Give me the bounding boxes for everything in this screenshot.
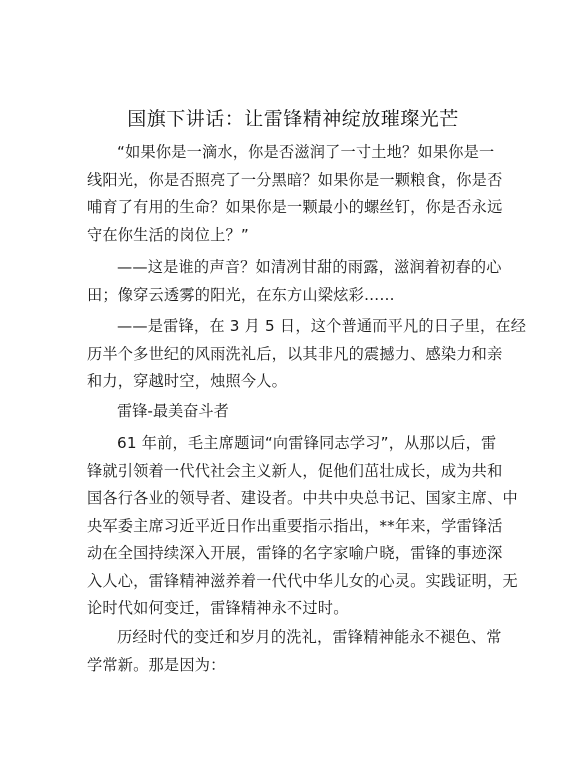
paragraph-reason bbox=[87, 624, 507, 679]
paragraph-line: ——这是谁的声音？如清冽甘甜的雨露，滋润着初春的心 bbox=[117, 258, 502, 276]
paragraph-line: 线阳光，你是否照亮了一分黑暗？如果你是一颗粮食，你是否 bbox=[87, 170, 503, 189]
paragraph-line: 哺育了有用的生命？如果你是一颗最小的螺丝钉，你是否永远 bbox=[87, 198, 503, 216]
section-heading: 雷锋-最美奋斗者 bbox=[117, 402, 229, 420]
paragraph-leifeng bbox=[87, 313, 527, 396]
paragraph-line: 61 年前，毛主席题词“向雷锋同志学习”，从那以后，雷 bbox=[117, 434, 497, 452]
paragraph-line: 历经时代的变迁和岁月的洗礼，雷锋精神能永不褪色、常 bbox=[117, 628, 502, 646]
paragraph-line: 央军委主席习近平近日作出重要指示指出，**年来，学雷锋活 bbox=[87, 516, 503, 535]
paragraph-line: 论时代如何变迁，雷锋精神永不过时。 bbox=[87, 599, 349, 617]
paragraph-line: 田；像穿云透雾的阳光，在东方山梁炫彩…… bbox=[87, 285, 395, 304]
paragraph-line: 历半个多世纪的风雨洗礼后，以其非凡的震撼力、感染力和亲 bbox=[87, 344, 503, 363]
paragraph-line: ——是雷锋，在 3 月 5 日，这个普通而平凡的日子里，在经 bbox=[117, 317, 527, 335]
paragraph-line: 国各行各业的领导者、建设者。中共中央总书记、国家主席、中 bbox=[87, 489, 518, 507]
paragraph-line: 锋就引领着一代代社会主义新人，促他们茁壮成长，成为共和 bbox=[87, 461, 503, 480]
paragraph-line: 动在全国持续深入开展，雷锋的名字家喻户晓，雷锋的事迹深 bbox=[87, 544, 503, 562]
paragraph-voice bbox=[87, 254, 507, 309]
paragraph-line: 守在你生活的岗位上？” bbox=[87, 225, 249, 244]
paragraph-history bbox=[87, 430, 518, 623]
paragraph-line: “如果你是一滴水，你是否滋润了一寸土地？如果你是一 bbox=[117, 143, 495, 161]
paragraph-quote bbox=[87, 139, 507, 249]
paragraph-line: 和力，穿越时空，烛照今人。 bbox=[87, 372, 288, 390]
paragraph-line: 入人心，雷锋精神滋养着一代代中华儿女的心灵。实践证明，无 bbox=[87, 571, 518, 590]
paragraph-line: 学常新。那是因为： bbox=[87, 655, 226, 674]
page-title: 国旗下讲话：让雷锋精神绽放璀璨光芒 bbox=[127, 108, 459, 130]
